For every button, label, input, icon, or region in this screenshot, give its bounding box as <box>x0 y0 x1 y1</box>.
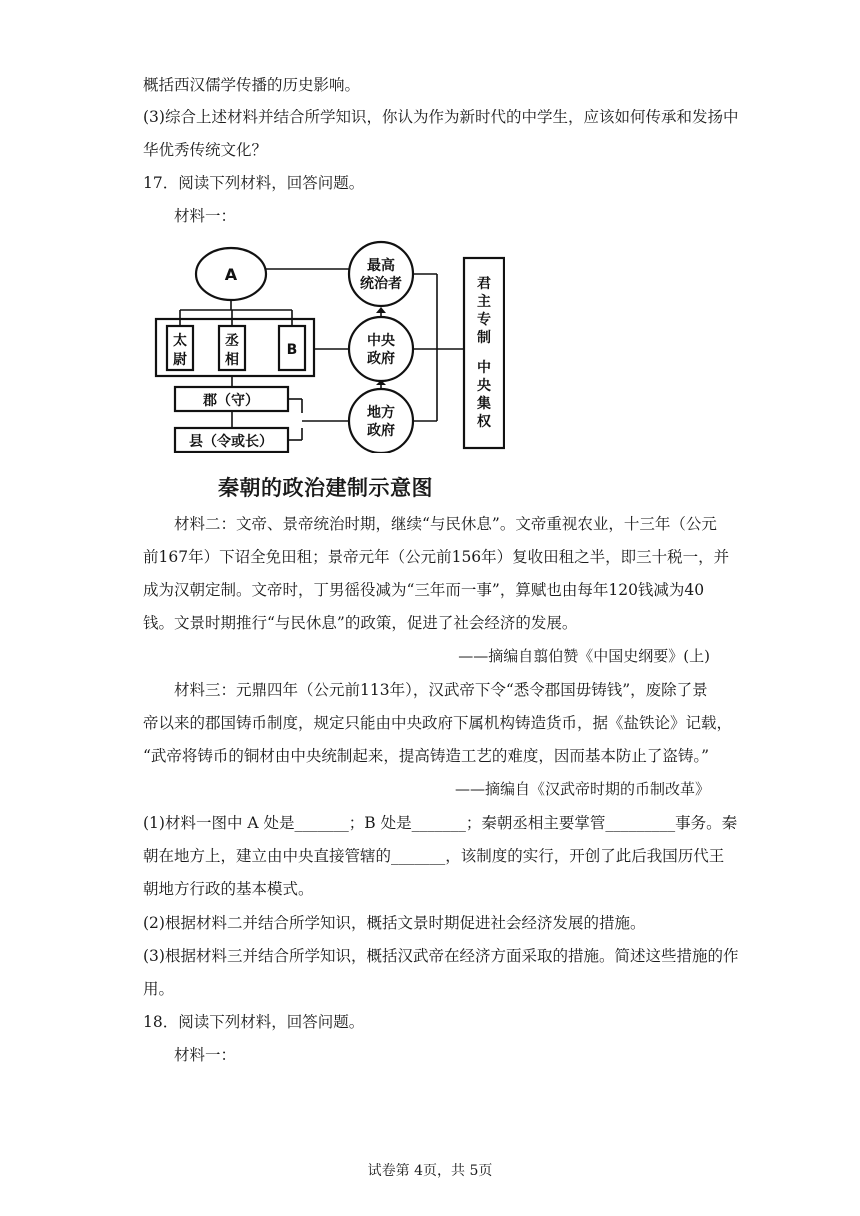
material-2-line-2: 前167年）下诏全免田租；景帝元年（公元前156年）复收田租之半，即三十税一，并 <box>143 548 730 566</box>
material-2-line-4: 钱。文景时期推行“与民休息”的政策，促进了社会经济的发展。 <box>143 614 578 632</box>
autocracy-char: 主 <box>477 294 491 310</box>
supreme-ruler-label-2: 统治者 <box>360 276 402 292</box>
chengxiang-label-1: 丞 <box>225 333 239 349</box>
centralization-char: 中 <box>477 360 491 376</box>
question-3-line-2: 用。 <box>143 980 175 998</box>
centralization-char: 央 <box>477 378 491 394</box>
jun-label: 郡（守） <box>203 393 259 409</box>
a-label: A <box>224 265 238 284</box>
qin-political-structure-diagram <box>150 238 505 453</box>
question-2-line: (2)根据材料二并结合所学知识，概括文景时期促进社会经济发展的措施。 <box>143 914 646 932</box>
question-3-line-2: 华优秀传统文化？ <box>143 141 268 159</box>
question-1-line-3: 朝地方行政的基本模式。 <box>143 880 314 898</box>
taiwei-label-2: 尉 <box>173 352 187 368</box>
page-footer: 试卷第 4页，共 5页 <box>367 1163 493 1179</box>
centralization-char: 集 <box>477 396 491 412</box>
diagram-caption: 秦朝的政治建制示意图 <box>218 476 433 500</box>
question-1-line-2: 朝在地方上，建立由中央直接管辖的_______，该制度的实行，开创了此后我国历代王 <box>143 847 725 865</box>
material-1-label: 材料一： <box>174 207 237 225</box>
chengxiang-label-2: 相 <box>225 352 239 368</box>
b-label: B <box>286 342 298 358</box>
autocracy-char: 君 <box>477 276 491 292</box>
material-2-line-1: 材料二：文帝、景帝统治时期，继续“与民休息”。文帝重视农业，十三年（公元 <box>174 515 717 533</box>
supreme-ruler-label-1: 最高 <box>367 258 395 274</box>
material-3-line-2: 帝以来的郡国铸币制度，规定只能由中央政府下属机构铸造货币，据《盐铁论》记载， <box>143 714 733 732</box>
material-2-source: ——摘编自翦伯赞《中国史纲要》(上) <box>458 647 710 665</box>
centralization-char: 权 <box>477 414 491 430</box>
material-1-label: 材料一： <box>174 1046 237 1064</box>
taiwei-label-1: 太 <box>173 333 187 349</box>
central-government-label-2: 政府 <box>367 351 395 367</box>
question-3-line-1: (3)综合上述材料并结合所学知识，你认为作为新时代的中学生，应该如何传承和发扬中 <box>143 108 739 126</box>
central-government-circle <box>349 317 413 381</box>
question-18-heading: 18．阅读下列材料，回答问题。 <box>143 1013 365 1031</box>
material-3-line-1: 材料三：元鼎四年（公元前113年），汉武帝下令“悉令郡国毋铸钱”，废除了景 <box>174 681 708 699</box>
material-3-source: ——摘编自《汉武帝时期的币制改革》 <box>454 780 710 798</box>
local-government-circle <box>349 389 413 453</box>
question-17-heading: 17．阅读下列材料，回答问题。 <box>143 174 365 192</box>
autocracy-char: 制 <box>477 330 491 346</box>
material-3-line-3: “武帝将铸币的铜材由中央统制起来，提高铸造工艺的难度，因而基本防止了盗铸。” <box>143 747 710 765</box>
local-government-label-2: 政府 <box>367 423 395 439</box>
autocracy-char: 专 <box>477 312 491 328</box>
central-government-label-1: 中央 <box>367 333 395 349</box>
question-1-line-1: (1)材料一图中 A 处是_______；B 处是_______；秦朝丞相主要掌管_________事务。秦 <box>143 814 738 832</box>
xian-label: 县（令或长） <box>189 434 273 450</box>
supreme-ruler-circle <box>349 242 413 306</box>
local-government-label-1: 地方 <box>367 405 395 421</box>
text-line: 概括西汉儒学传播的历史影响。 <box>143 76 361 94</box>
question-3-line-1: (3)根据材料三并结合所学知识，概括汉武帝在经济方面采取的措施。简述这些措施的作 <box>143 947 739 965</box>
material-2-line-3: 成为汉朝定制。文帝时，丁男徭役减为“三年而一事”，算赋也由每年120钱减为40 <box>143 581 705 599</box>
